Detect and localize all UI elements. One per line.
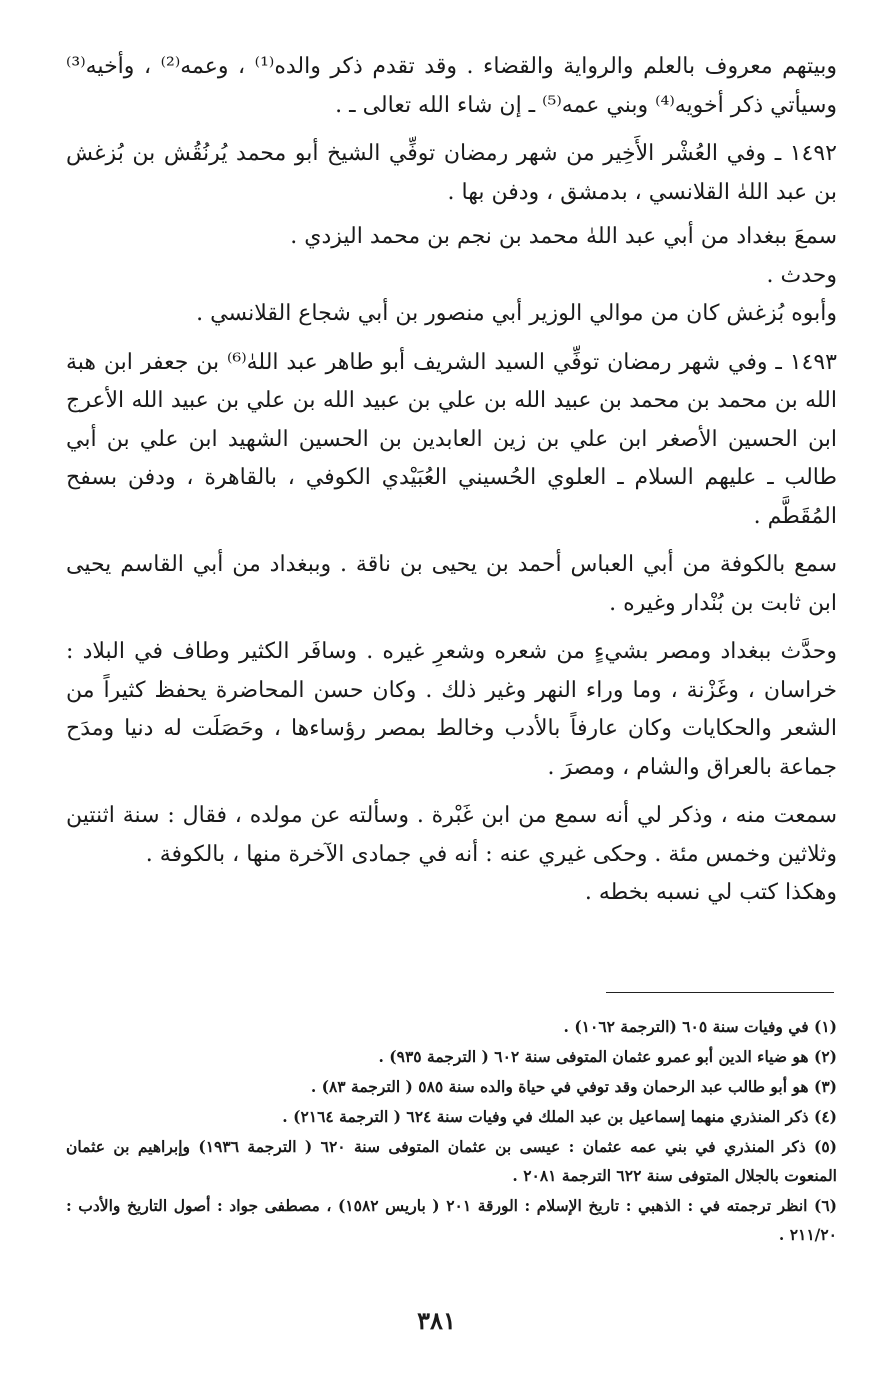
- footnote-3: (٣) هو أبو طالب عبد الرحمان وقد توفي في حياة والده سنة ٥٨٥ ( الترجمة ٨٣) .: [310, 1077, 837, 1096]
- entry-1493-heard: سمع بالكوفة من أبي العباس أحمد بن يحيى بن ناقة . وببغداد من أبي القاسم يحيى ابن ثابت بن بُنْدار وغيره .: [66, 552, 837, 616]
- entry-1493-lineage-note: وهكذا كتب لي نسبه بخطه .: [584, 880, 837, 905]
- entry-1492-heard: سمعَ ببغداد من أبي عبد اللهٰ محمد بن نجم بن محمد اليزدي .: [290, 224, 837, 249]
- footnote-2: (٢) هو ضياء الدين أبو عمرو عثمان المتوفى سنة ٦٠٢ ( الترجمة ٩٣٥) .: [378, 1047, 837, 1066]
- footnote-5: (٥) ذكر المنذري في بني عمه عثمان : عيسى بن عثمان المتوفى سنة ٦٢٠ ( الترجمة ١٩٣٦) وإبراهيم بن عثمان المنعوت بالجلال المتوفى سنة ٦٢٢ الترجمة ٢٠٨١ .: [66, 1137, 838, 1185]
- footnote-divider: [606, 992, 834, 993]
- footnote-1: (١) في وفيات سنة ٦٠٥ (الترجمة ١٠٦٢) .: [563, 1017, 837, 1036]
- footnote-4: (٤) ذكر المنذري منهما إسماعيل بن عبد الملك في وفيات سنة ٦٢٤ ( الترجمة ٢١٦٤) .: [282, 1107, 837, 1126]
- entry-1492-father: وأبوه بُزغش كان من موالي الوزير أبي منصور بن أبي شجاع القلانسي .: [196, 301, 837, 326]
- paragraph-family-intro: وبيتهم معروف بالعلم والرواية والقضاء . وقد تقدم ذكر والده⁽¹⁾ ، وعمه⁽²⁾ ، وأخيه⁽³⁾ وسيأتي ذكر أخويه⁽⁴⁾ وبني عمه⁽⁵⁾ ـ إن شاء الله تعالى ـ .: [66, 54, 837, 118]
- footnote-6: (٦) انظر ترجمته في : الذهبي : تاريخ الإسلام : الورقة ٢٠١ ( باريس ١٥٨٢) ، مصطفى جواد : أصول التاريخ والأدب : ٢١١/٢٠ .: [66, 1196, 838, 1244]
- main-text: [66, 48, 837, 923]
- footnotes: [66, 1012, 837, 1250]
- entry-1492-narrated: وحدث .: [766, 262, 837, 288]
- entry-1492-heading: ١٤٩٢ ـ وفي العُشْر الأَخِير من شهر رمضان توفِّي الشيخ أبو محمد يُرنُقُش بن بُزغش بن عبد اللهٰ القلانسي ، بدمشق ، ودفن بها .: [66, 141, 837, 205]
- entry-1493-birth: سمعت منه ، وذكر لي أنه سمع من ابن غَبْرة . وسألته عن مولده ، فقال : سنة اثنتين وثلاثين وخمس مئة . وحكى غيري عنه : أنه في جمادى الآخرة منها ، بالكوفة .: [66, 803, 837, 867]
- entry-1493-narrated: وحدَّث ببغداد ومصر بشيءٍ من شعره وشعرِ غيره . وسافَر الكثير وطاف في البلاد : خراسان ، وغَزْنة ، وما وراء النهر وغير ذلك . وكان حسن المحاضرة يحفظ كثيراً من الشعر والحكايات وكان عارفاً بالأدب وخالط بمصر رؤساءها ، وحَصَلَت له دنيا ومدَح جماعة بالعراق والشام ، ومصرَ .: [66, 639, 837, 780]
- entry-1493-heading: ١٤٩٣ ـ وفي شهر رمضان توفِّي السيد الشريف أبو طاهر عبد اللهٰ⁽⁶⁾ بن جعفر ابن هبة الله بن محمد بن محمد بن عبيد الله بن علي بن عبيد الله بن علي بن عبيد الله الأعرج ابن الحسين الأصغر ابن علي بن زين العابدين بن الحسين الشهيد ابن علي بن أبي طالب ـ عليهم السلام ـ العلوي الحُسيني العُبَيْدي الكوفي ، بالقاهرة ، ودفن بسفح المُقَطَّم .: [66, 349, 837, 529]
- page-number: ٣٨١: [417, 1306, 456, 1335]
